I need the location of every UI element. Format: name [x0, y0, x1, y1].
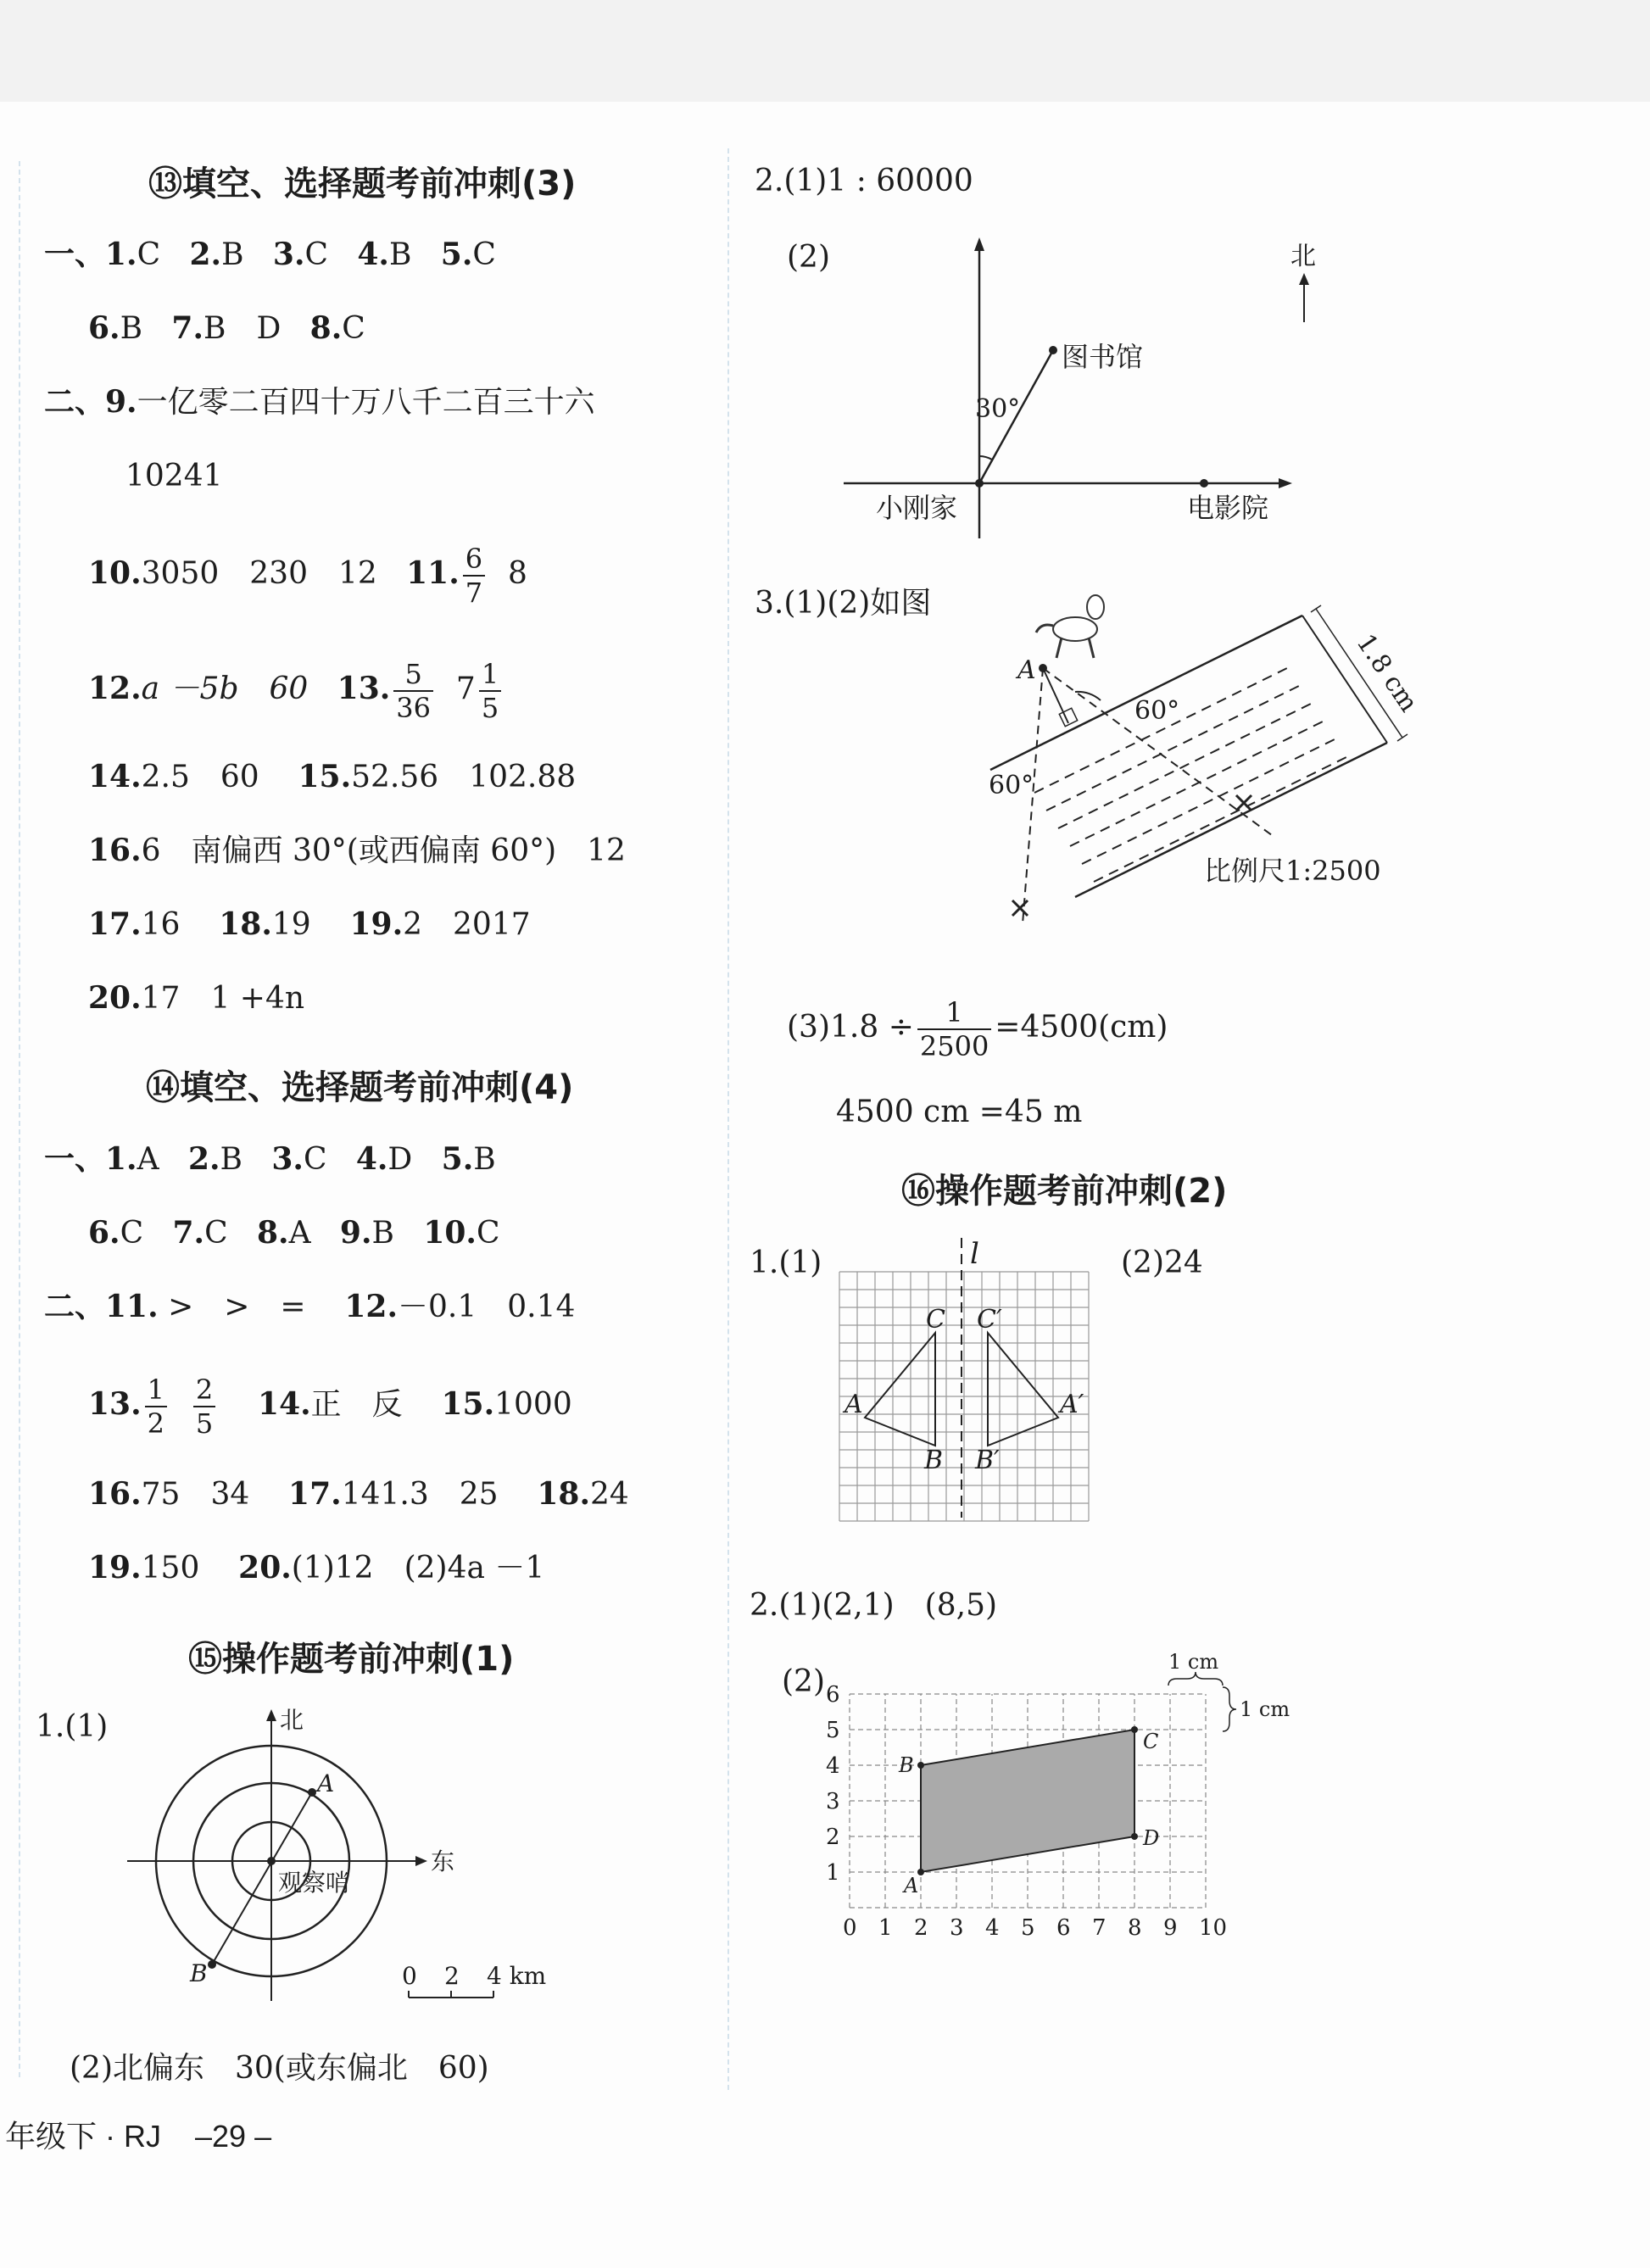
angle-label: 30° [975, 394, 1021, 424]
scale-label-2: 2 [444, 1962, 460, 1990]
q-label: 12. [344, 1289, 399, 1324]
scale-label-4km: 4 km [487, 1962, 547, 1990]
vertex-label: C [1143, 1730, 1159, 1753]
x-tick-label: 6 [1056, 1915, 1071, 1941]
q-label: 二、11. [44, 1289, 159, 1324]
q-label: 16. [88, 833, 142, 868]
symmetry-grid-diagram [836, 1238, 1090, 1526]
river-diagram [984, 577, 1509, 950]
s13-row-8 [88, 832, 626, 870]
vertex-point [917, 1762, 924, 1769]
s16-q1-part2: (2)24 [1121, 1245, 1203, 1280]
x-tick-label: 3 [950, 1915, 964, 1941]
q-label: 7. [172, 1215, 205, 1251]
q-label: 4. [355, 1141, 388, 1177]
answer: a －5b 60 [141, 671, 309, 706]
y-tick-label: 4 [826, 1753, 840, 1779]
answer: B [220, 1142, 242, 1177]
denominator: 5 [481, 692, 499, 724]
q-label: 11. [406, 555, 460, 591]
scale-label-0: 0 [402, 1962, 417, 1990]
x-tick-label: 2 [914, 1915, 928, 1941]
fraction [463, 543, 485, 609]
scale-bar [399, 1959, 568, 2018]
s13-row-6 [88, 658, 504, 724]
grid-lines [839, 1272, 1089, 1521]
q-label: 7. [171, 310, 203, 346]
y-tick-label: 3 [826, 1789, 840, 1814]
triangle-a2b2c2 [988, 1333, 1058, 1446]
q-label: 14. [258, 1386, 311, 1422]
q-label: 一、1. [44, 1141, 137, 1177]
vertex-label: A [904, 1874, 919, 1897]
point-c-label: C [926, 1305, 945, 1335]
answer: 2 2017 [403, 907, 531, 942]
answer: C [304, 237, 329, 272]
answer: 150 [141, 1551, 200, 1585]
angle-1-label: 60° [1134, 696, 1180, 726]
numerator: 1 [145, 1374, 167, 1407]
width-tick [1311, 605, 1321, 612]
home-point [975, 479, 984, 488]
footer-page: –29 – [195, 2119, 272, 2154]
cinema-label: 电影院 [1187, 492, 1269, 524]
q-label: 9. [339, 1215, 372, 1251]
calc-result: =4500(cm) [995, 1010, 1168, 1045]
north-label: 北 [280, 1706, 304, 1734]
numerator: 2 [193, 1374, 215, 1407]
answer: A [288, 1216, 311, 1251]
q-label: 二、9. [44, 384, 137, 420]
q-label: 5. [441, 1141, 474, 1177]
point-b-label: B [924, 1446, 944, 1475]
x-tick-label: 8 [1128, 1915, 1142, 1941]
answer: B [120, 311, 143, 346]
answer: 52.56 102.88 [351, 760, 577, 794]
unit-y-brace [1223, 1687, 1236, 1731]
section-13-title: ⑬填空、选择题考前冲刺(3) [148, 164, 577, 203]
north-arrow-icon [974, 237, 984, 251]
answer: B D [203, 311, 282, 346]
denominator: 5 [195, 1407, 214, 1440]
s14-row-6 [88, 1549, 544, 1587]
unit-x-label: 1 cm [1168, 1650, 1219, 1674]
point-c2-label: C′ [977, 1305, 1002, 1335]
answer: 17 1 +4n [141, 981, 305, 1016]
q-label: 3. [272, 237, 305, 272]
x-tick-label: 0 [843, 1915, 857, 1941]
answer: 8 [508, 556, 527, 591]
point-b-label: B [190, 1959, 208, 1987]
numerator: 1 [479, 658, 501, 692]
x-tick-label: 1 [878, 1915, 893, 1941]
top-band [0, 0, 1650, 102]
answer: A [137, 1142, 159, 1177]
s14-row-3 [44, 1288, 575, 1326]
s13-row-2 [88, 309, 365, 348]
answer: C [120, 1216, 144, 1251]
quadrilateral-abcd [921, 1730, 1134, 1872]
fraction [193, 1374, 215, 1440]
east-label: 东 [431, 1847, 455, 1875]
s14-row-2 [88, 1214, 500, 1252]
axis-label: l [970, 1237, 979, 1271]
q-label: 16. [88, 1476, 142, 1512]
answer: －0.1 0.14 [398, 1290, 576, 1324]
vertex-label: B [899, 1753, 914, 1777]
angle-arc [1075, 692, 1101, 700]
east-arrow-icon [415, 1856, 427, 1866]
answer: D [387, 1142, 413, 1177]
compass-north-icon [1299, 273, 1309, 285]
q-label: 一、1. [44, 237, 137, 272]
mixed-whole: 7 [455, 671, 476, 706]
x-tick-label: 10 [1199, 1915, 1228, 1941]
cross-mark-left [1012, 900, 1028, 916]
q-label: 17. [88, 906, 142, 942]
denominator: 7 [465, 577, 483, 609]
q-label: 15. [441, 1386, 495, 1422]
y-tick-label: 2 [826, 1825, 840, 1850]
scale-label: 比例尺1:2500 [1204, 855, 1381, 887]
q-label: 19. [349, 906, 404, 942]
point-b2-label: B′ [975, 1446, 1000, 1475]
q-label: 2. [187, 1141, 220, 1177]
q-label: 20. [88, 980, 142, 1016]
answer: B [388, 237, 412, 272]
calc-prefix: (3)1.8 ÷ [787, 1010, 914, 1045]
s13-row-9 [88, 906, 531, 944]
s13-row-3 [44, 383, 595, 421]
numerator: 1 [917, 996, 991, 1030]
q-label: 14. [88, 759, 142, 794]
s15-q1-part2: (2)北偏东 30(或东偏北 60) [70, 2051, 489, 2086]
cinema-point [1200, 479, 1208, 488]
q-label: 3. [271, 1141, 304, 1177]
q-label: 12. [88, 671, 142, 706]
width-label: 1.8 cm [1350, 628, 1424, 718]
q-label: 4. [357, 237, 389, 272]
point-a-label: A [845, 1390, 863, 1419]
vertex-point [1131, 1833, 1138, 1840]
angle-2-label: 60° [989, 771, 1034, 800]
north-arrow-icon [266, 1709, 276, 1721]
s3-q3: 3.(1)(2)如图 [755, 586, 932, 621]
q-label: 6. [88, 310, 120, 346]
point-a2-label: A′ [1060, 1390, 1084, 1419]
y-tick-label: 1 [826, 1860, 840, 1886]
q-label: 15. [298, 759, 352, 794]
section-15-title: ⑮操作题考前冲刺(1) [188, 1640, 515, 1679]
answer: C [476, 1216, 500, 1251]
answer: C [472, 237, 496, 272]
q-label: 2. [189, 237, 222, 272]
x-tick-label: 7 [1092, 1915, 1107, 1941]
unit-x-brace [1168, 1672, 1223, 1686]
library-label: 图书馆 [1062, 341, 1144, 373]
q-label: 20. [238, 1550, 292, 1585]
east-arrow-icon [1279, 478, 1292, 488]
horse-icon [1036, 595, 1104, 658]
answer: 正 反 [310, 1387, 403, 1422]
x-tick-label: 9 [1163, 1915, 1178, 1941]
unit-y-label: 1 cm [1240, 1697, 1290, 1721]
s2-q2 [755, 163, 973, 200]
q-label: 6. [88, 1215, 120, 1251]
map-diagram [839, 237, 1365, 551]
s3-calc [787, 996, 1168, 1062]
answer: 2.5 60 [141, 760, 259, 794]
q-label: 17. [288, 1476, 342, 1512]
answer: (1)12 (2)4a －1 [291, 1551, 545, 1585]
angle-arc [979, 456, 992, 460]
s2-q2-part2: (2) [787, 240, 830, 275]
s16-q2: 2.(1)(2,1) (8,5) [750, 1588, 998, 1623]
section-14-title: ⑭填空、选择题考前冲刺(4) [146, 1068, 574, 1107]
answer: C [342, 311, 365, 346]
library-point [1049, 346, 1057, 354]
vertex-point [1131, 1726, 1138, 1733]
q-label: 18. [219, 906, 272, 942]
coordinate-grid-diagram [822, 1650, 1290, 1950]
section-16-title: ⑯操作题考前冲刺(2) [901, 1172, 1228, 1211]
point-a [308, 1788, 316, 1797]
answer: B [371, 1216, 394, 1251]
s16-q1: 1.(1) [750, 1245, 822, 1280]
numerator: 5 [393, 658, 433, 692]
x-tick-label: 5 [1021, 1915, 1035, 1941]
answer: B [221, 237, 244, 272]
q-label: 10. [423, 1215, 477, 1251]
answer: 2.(1)1 : 60000 [755, 164, 973, 198]
fraction [917, 996, 991, 1062]
s14-row-5 [88, 1475, 629, 1513]
answer: 10241 [125, 459, 223, 493]
answer: B [473, 1142, 496, 1177]
answer: 24 [589, 1477, 629, 1512]
q-label: 19. [88, 1550, 142, 1585]
point-a-label: A [1017, 655, 1036, 685]
answer: 16 [141, 907, 181, 942]
q-label: 8. [256, 1215, 289, 1251]
footer [5, 2113, 271, 2156]
s13-row-5 [88, 543, 527, 609]
answer: 1000 [494, 1387, 572, 1422]
q-label: 18. [537, 1476, 590, 1512]
denominator: 36 [396, 692, 432, 724]
answer: 6 南偏西 30°(或西偏南 60°) 12 [141, 833, 626, 868]
river-dashes [1034, 667, 1348, 882]
post-label: 观察哨 [278, 1869, 350, 1897]
answer: 3050 230 12 [141, 556, 377, 591]
x-tick-label: 4 [985, 1915, 1000, 1941]
answer: C [137, 237, 161, 272]
q-label: 13. [88, 1386, 142, 1422]
point-a-label: A [317, 1769, 335, 1797]
s15-q1: 1.(1) [36, 1709, 109, 1744]
q-label: 5. [440, 237, 473, 272]
s16-q2-part2: (2) [782, 1664, 825, 1699]
answer: C [204, 1216, 228, 1251]
y-tick-label: 5 [826, 1718, 840, 1743]
fraction [393, 658, 433, 724]
y-tick-label: 6 [826, 1682, 840, 1708]
column-divider [727, 148, 729, 2090]
q-label: 13. [337, 671, 391, 706]
s13-row-7 [88, 758, 576, 796]
compass-north-label: 北 [1290, 242, 1316, 271]
s14-row-4 [88, 1374, 572, 1440]
answer: > > = [168, 1290, 306, 1324]
q-label: 8. [309, 310, 343, 346]
answer: 141.3 25 [341, 1477, 499, 1512]
vertex-label: D [1143, 1826, 1160, 1850]
left-margin-line [19, 161, 20, 2077]
answer: 19 [271, 907, 311, 942]
denominator: 2500 [919, 1030, 989, 1062]
s13-row-4 [125, 458, 223, 495]
observation-post-point [267, 1857, 276, 1865]
s3-calc2: 4500 cm =45 m [836, 1095, 1083, 1129]
numerator: 6 [463, 543, 485, 577]
s13-row-1 [44, 236, 496, 274]
s14-row-1 [44, 1140, 496, 1179]
width-tick [1397, 734, 1408, 741]
answer: 75 34 [141, 1477, 250, 1512]
home-label: 小刚家 [876, 492, 958, 524]
fraction [479, 658, 501, 724]
point-b [208, 1960, 216, 1969]
s13-row-10 [88, 979, 304, 1017]
footer-grade: 年级下 · RJ [5, 2119, 161, 2154]
denominator: 2 [147, 1407, 164, 1440]
answer: 一亿零二百四十万八千二百三十六 [137, 385, 595, 420]
answer: C [303, 1142, 327, 1177]
point-a [1039, 664, 1047, 672]
fraction [145, 1374, 167, 1440]
q-label: 10. [88, 555, 142, 591]
cross-mark-right [1236, 795, 1251, 811]
